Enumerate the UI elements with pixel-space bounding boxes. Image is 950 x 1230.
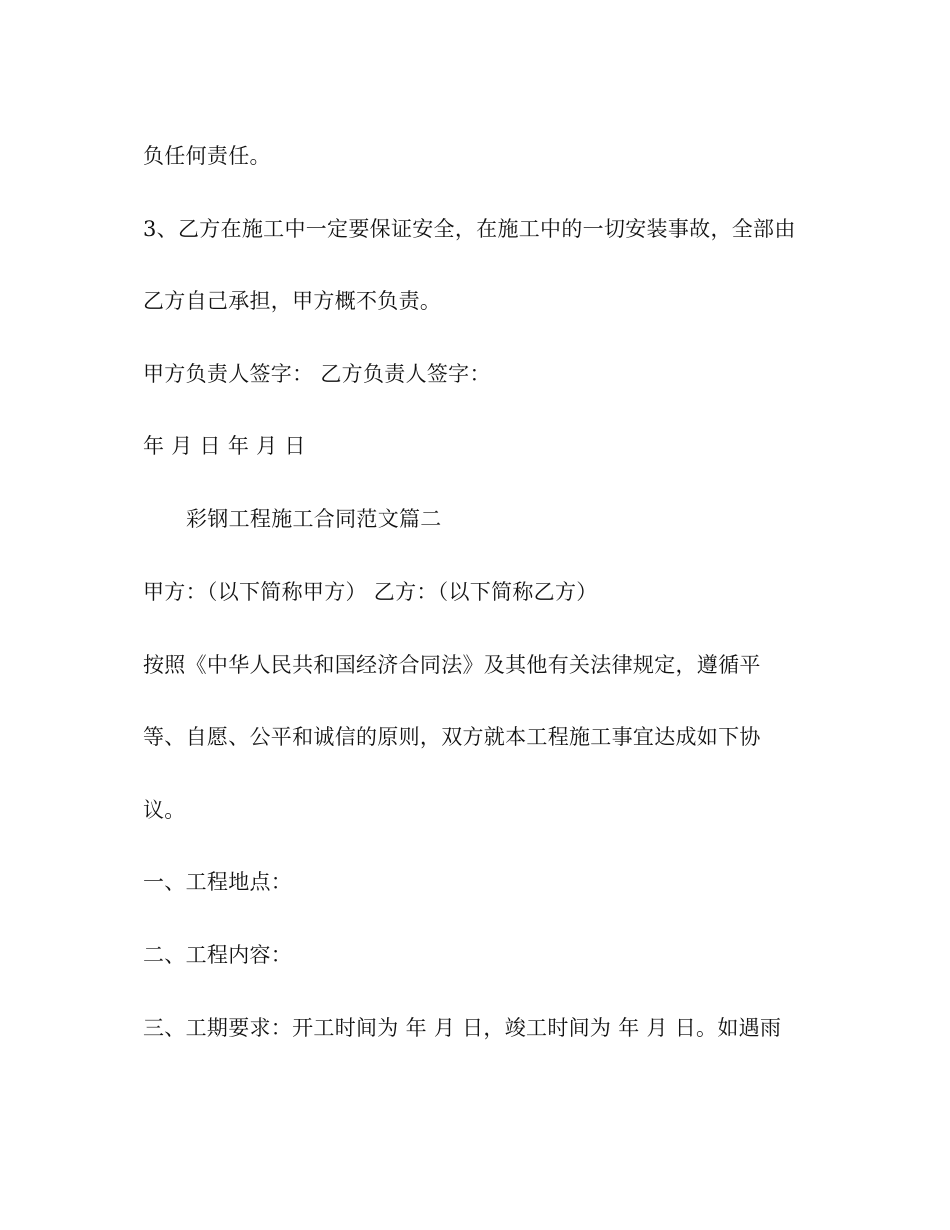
- text-line: 3、乙方在施工中一定要保证安全，在施工中的一切安装事故，全部由: [143, 217, 796, 241]
- text-line: 乙方自己承担，甲方概不负责。: [143, 289, 442, 313]
- clause-heading: 一、工程地点：: [143, 870, 293, 894]
- text-line: 负任何责任。: [143, 144, 271, 168]
- parties-line: 甲方：（以下简称甲方） 乙方：（以下简称乙方）: [143, 580, 598, 604]
- clause-heading: 三、工期要求：开工时间为 年 月 日，竣工时间为 年 月 日。如遇雨: [143, 1016, 782, 1040]
- text-line: 按照《中华人民共和国经济合同法》及其他有关法律规定，遵循平: [143, 653, 761, 677]
- clause-heading: 二、工程内容：: [143, 943, 293, 967]
- text-line: 等、自愿、公平和诚信的原则，双方就本工程施工事宜达成如下协: [143, 725, 761, 749]
- signature-line: 甲方负责人签字： 乙方负责人签字：: [143, 362, 491, 386]
- date-line: 年 月 日 年 月 日: [143, 434, 306, 458]
- section-title: 彩钢工程施工合同范文篇二: [186, 507, 442, 531]
- text-line: 议。: [143, 798, 186, 822]
